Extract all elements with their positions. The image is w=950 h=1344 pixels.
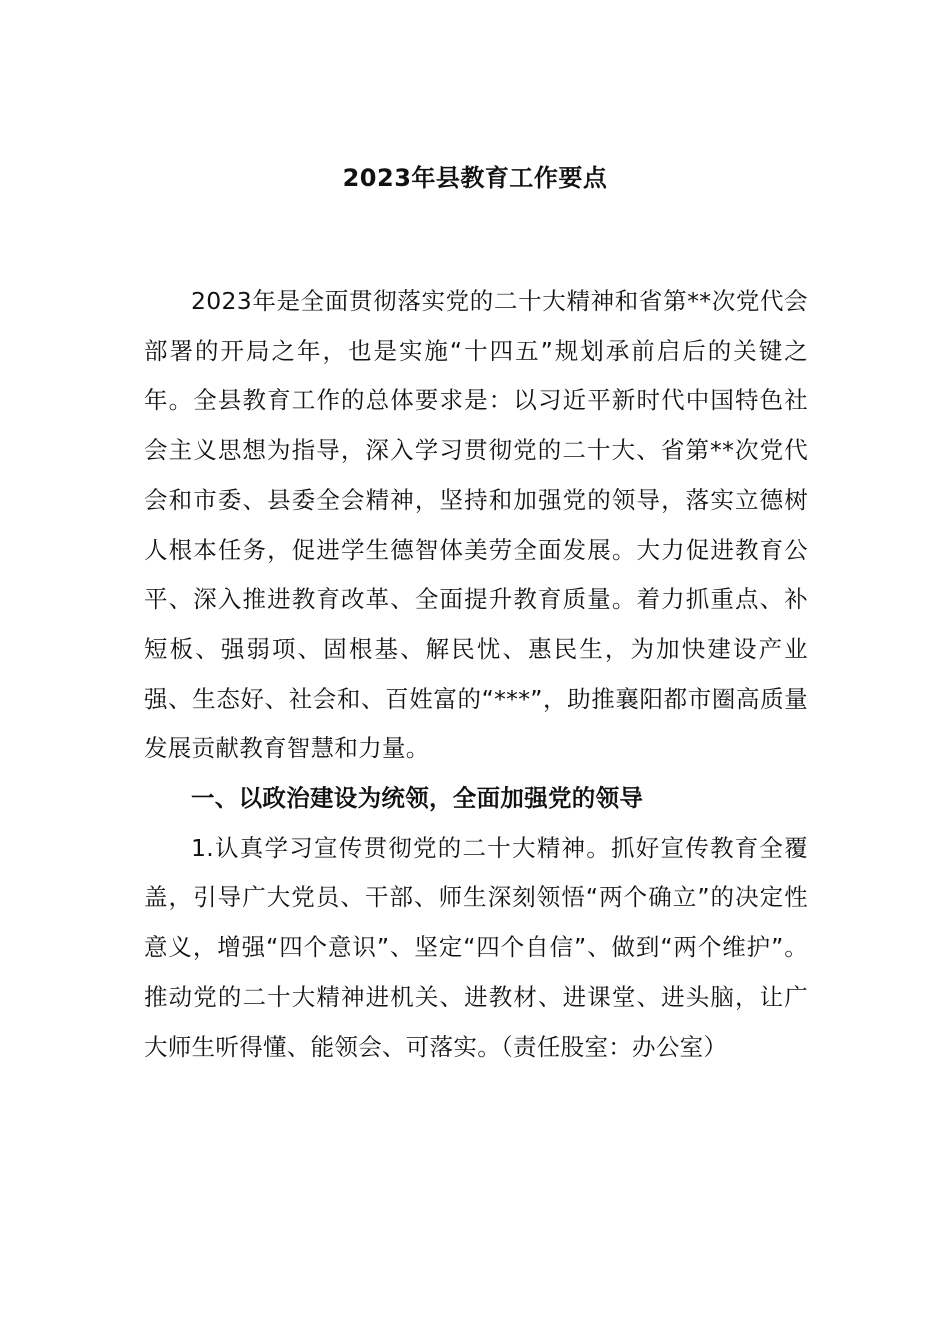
document-body <box>144 277 808 1072</box>
section-heading-1: 一、以政治建设为统领，全面加强党的领导 <box>191 784 644 813</box>
document-title: 2023年县教育工作要点 <box>342 164 608 192</box>
intro-paragraph: 2023年是全面贯彻落实党的二十大精神和省第**次党代会部署的开局之年，也是实施“十四五”规划承前启后的关键之年。全县教育工作的总体要求是：以习近平新时代中国特色社会主义思想为指导，深入学习贯彻党的二十大、省第**次党代会和市委、县委全会精神，坚持和加强党的领导，落实立德树人根本任务，促进学生德智体美劳全面发展。大力促进教育公平、深入推进教育改革、全面提升教育质量。着力抓重点、补短板、强弱项、固根基、解民忧、惠民生，为加快建设产业强、生态好、社会和、百姓富的“***”，助推襄阳都市圈高质量发展贡献教育智慧和力量。 <box>144 287 808 763</box>
item-paragraph-1: 1.认真学习宣传贯彻党的二十大精神。抓好宣传教育全覆盖，引导广大党员、干部、师生深刻领悟“两个确立”的决定性意义，增强“四个意识”、坚定“四个自信”、做到“两个维护”。推动党的二十大精神进机关、进教材、进课堂、进头脑，让广大师生听得懂、能领会、可落实。（责任股室：办公室） <box>144 833 808 1061</box>
